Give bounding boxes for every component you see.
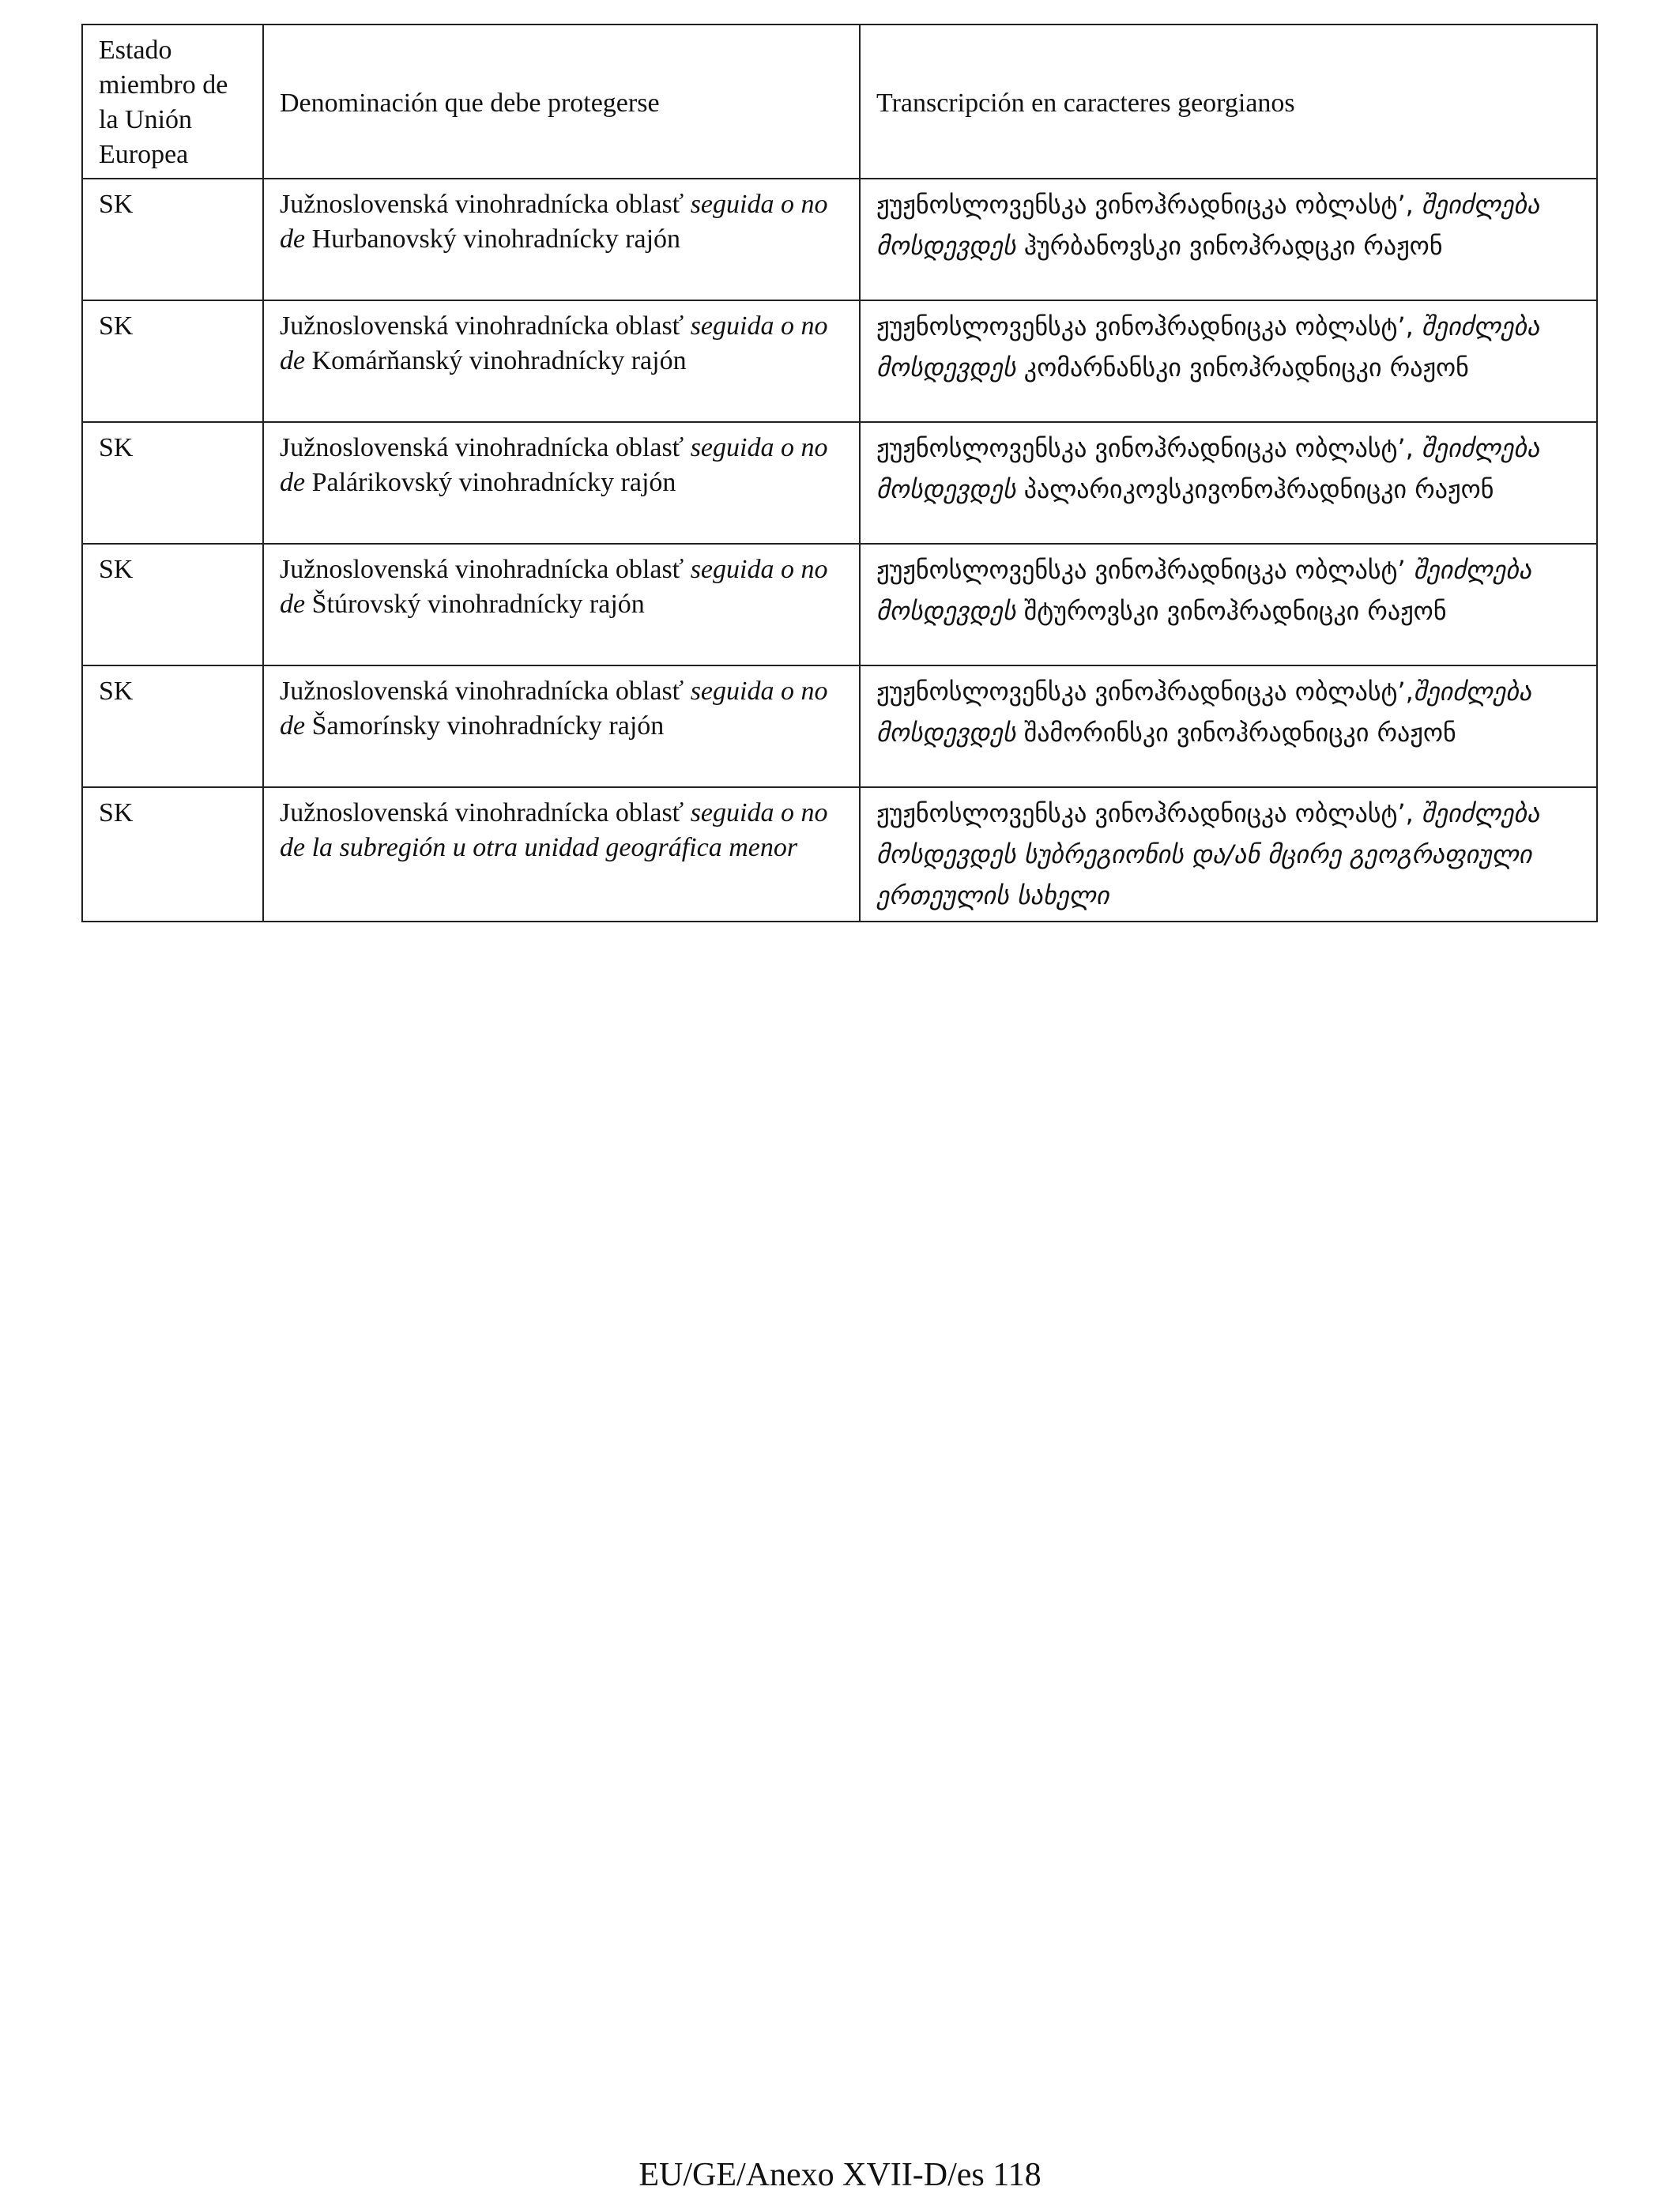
denomination-subregion: Hurbanovský vinohradnícky rajón — [311, 224, 681, 254]
denomination-qualifier: seguida o no de — [280, 311, 828, 375]
cell-transcription — [860, 422, 1597, 544]
cell-denomination — [263, 179, 860, 300]
denomination-text: Južnoslovenská vinohradnícka oblasť — [280, 311, 691, 341]
denomination-qualifier: seguida o no de — [280, 677, 828, 741]
transcription-qualifier: შეიძლება მოსდევდეს — [876, 190, 1540, 261]
table-row — [82, 665, 1597, 787]
page-footer: EU/GE/Anexo XVII-D/es 118 — [638, 2157, 1042, 2193]
denomination-qualifier: seguida o no de la subregión u otra unidad geográfica menor — [280, 798, 828, 862]
denomination-subregion: Štúrovský vinohradnícky rajón — [311, 590, 645, 619]
denomination-text: Južnoslovenská vinohradnícka oblasť — [280, 677, 691, 706]
header-transcription: Transcripción en caracteres georgianos — [860, 25, 1597, 179]
denomination-text: Južnoslovenská vinohradnícka oblasť — [280, 555, 691, 584]
header-member-state: Estado miembro de la Unión Europea — [82, 25, 263, 179]
cell-transcription — [860, 787, 1597, 922]
header-denomination: Denominación que debe protegerse — [263, 25, 860, 179]
denomination-subregion: Palárikovský vinohradnícky rajón — [311, 468, 676, 497]
transcription-subregion: პალარიკოვსკივონოჰრადნიცკი რაჟონ — [1023, 474, 1494, 504]
transcription-subregion: ჰურბანოვსკი ვინოჰრადცკი რაჟონ — [1023, 231, 1443, 261]
cell-denomination — [263, 422, 860, 544]
transcription-qualifier: შეიძლება მოსდევდეს — [876, 433, 1540, 504]
transcription-text: ჟუჟნოსლოვენსკა ვინოჰრადნიცკა ობლასტ’, — [876, 433, 1422, 463]
table-row — [82, 179, 1597, 300]
table-row — [82, 422, 1597, 544]
cell-transcription — [860, 665, 1597, 787]
denomination-text: Južnoslovenská vinohradnícka oblasť — [280, 433, 691, 462]
transcription-text: ჟუჟნოსლოვენსკა ვინოჰრადნიცკა ობლასტ’, — [876, 798, 1422, 828]
cell-denomination — [263, 300, 860, 422]
table-row — [82, 787, 1597, 922]
transcription-text: ჟუჟნოსლოვენსკა ვინოჰრადნიცკა ობლასტ’, — [876, 677, 1414, 707]
denomination-qualifier: seguida o no de — [280, 433, 828, 497]
denomination-text: Južnoslovenská vinohradnícka oblasť — [280, 190, 691, 219]
transcription-qualifier: შეიძლება მოსდევდეს სუბრეგიონის და/ან მცირე გეოგრაფიული ერთეულის სახელი — [876, 798, 1540, 910]
cell-transcription — [860, 300, 1597, 422]
cell-member-state: SK — [82, 787, 263, 922]
table-row — [82, 300, 1597, 422]
transcription-qualifier: შეიძლება მოსდევდეს — [876, 311, 1540, 383]
cell-member-state: SK — [82, 422, 263, 544]
transcription-subregion: კომარნანსკი ვინოჰრადნიცკი რაჟონ — [1023, 352, 1469, 383]
table-row — [82, 544, 1597, 665]
transcription-subregion: შტუროვსკი ვინოჰრადნიცკი რაჟონ — [1023, 596, 1447, 626]
cell-member-state: SK — [82, 665, 263, 787]
cell-denomination — [263, 544, 860, 665]
denomination-subregion: Komárňanský vinohradnícky rajón — [311, 346, 687, 375]
transcription-qualifier: შეიძლება მოსდევდეს — [876, 555, 1532, 626]
transcription-subregion: შამორინსკი ვინოჰრადნიცკი რაჟონ — [1023, 718, 1456, 748]
denomination-qualifier: seguida o no de — [280, 190, 828, 254]
cell-member-state: SK — [82, 544, 263, 665]
table-header-row — [82, 25, 1597, 179]
cell-member-state: SK — [82, 179, 263, 300]
cell-member-state: SK — [82, 300, 263, 422]
transcription-qualifier: შეიძლება მოსდევდეს — [876, 677, 1532, 748]
cell-transcription — [860, 544, 1597, 665]
transcription-text: ჟუჟნოსლოვენსკა ვინოჰრადნიცკა ობლასტ’ — [876, 555, 1414, 585]
denomination-subregion: Šamorínsky vinohradnícky rajón — [311, 711, 665, 741]
denomination-qualifier: seguida o no de — [280, 555, 828, 619]
cell-transcription — [860, 179, 1597, 300]
transcription-text: ჟუჟნოსლოვენსკა ვინოჰრადნიცკა ობლასტ’, — [876, 190, 1422, 220]
transcription-text: ჟუჟნოსლოვენსკა ვინოჰრადნიცკა ობლასტ’, — [876, 311, 1422, 341]
cell-denomination — [263, 787, 860, 922]
denomination-text: Južnoslovenská vinohradnícka oblasť — [280, 798, 691, 827]
denominations-table — [81, 24, 1598, 922]
cell-denomination — [263, 665, 860, 787]
